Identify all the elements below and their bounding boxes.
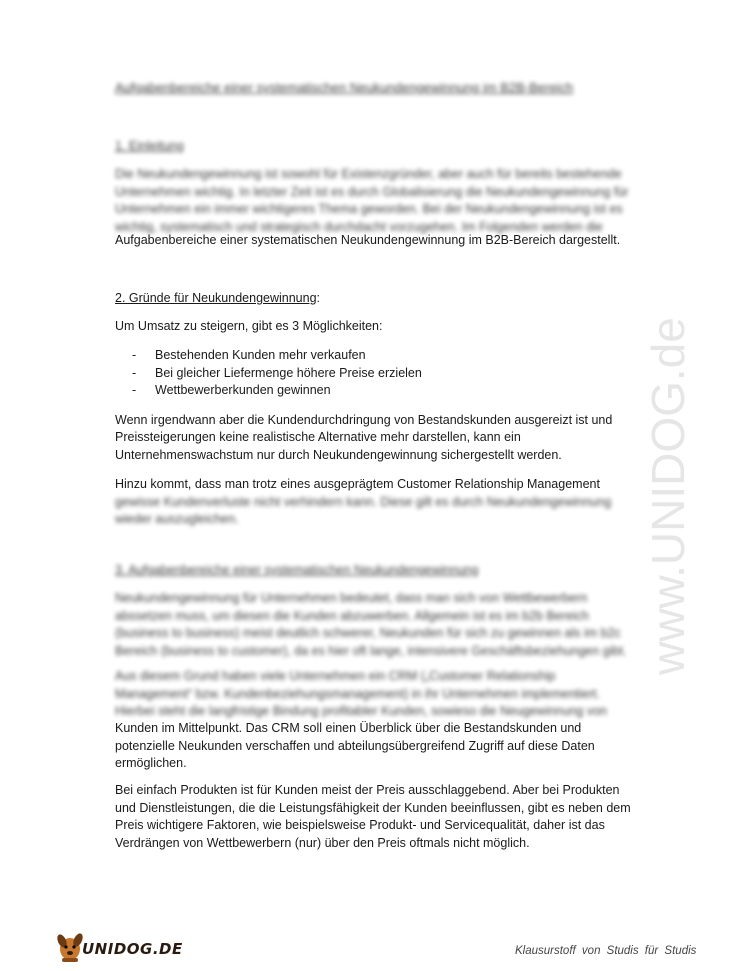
bullet-text: Bei gleicher Liefermenge höhere Preise erzielen xyxy=(155,365,422,380)
section2-intro: Um Umsatz zu steigern, gibt es 3 Möglichkeiten: xyxy=(115,318,383,333)
section3-paragraph-1-container xyxy=(115,590,635,660)
section3-paragraph-3-container xyxy=(115,782,635,852)
section1-body-clear: Aufgabenbereiche einer systematischen Neukundengewinnung im B2B-Bereich dargestellt. xyxy=(115,233,621,247)
section2-bullet-list xyxy=(115,347,635,400)
section3-paragraph-2-blurred-container xyxy=(115,668,635,721)
section1-container xyxy=(115,138,635,164)
section1-body-blurred: Die Neukundengewinnung ist sowohl für Existenzgründer, aber auch für bereits bestehende Unternehmen wichtig. In letzter Zeit ist es durch Globalisierung die Neukundengewinnung für Unternehmen ein immer wichtigeres Thema geworden. Bei der Neukundengewinnung ist es wichtig, systematisch und strategisch durchdacht vorzugehen. Im Folgenden werden die xyxy=(115,167,629,234)
bullet-text: Wettbewerberkunden gewinnen xyxy=(155,383,331,397)
section3-paragraph-2-clear: Kunden im Mittelpunkt. Das CRM soll einen Überblick über die Bestandskunden und potenzielle Neukunden verschaffen und abteilungsübergreifend Zugriff auf diese Daten ermöglichen. xyxy=(115,721,595,770)
footer-tagline: Klausurstoff von Studis für Studis xyxy=(515,945,697,957)
section1-heading: 1. Einleitung xyxy=(115,139,184,153)
bullet-text: Bestehenden Kunden mehr verkaufen xyxy=(155,348,366,362)
document-title: Aufgabenbereiche einer systematischen Neukundengewinnung im B2B-Bereich xyxy=(115,80,574,95)
section3-paragraph-3: Bei einfach Produkten ist für Kunden meist der Preis ausschlaggebend. Aber bei Produkten und Dienstleistungen, die die Leistungsfähigkeit der Kunden beeinflussen, gibt es neben dem Preis wichtigere Faktoren, wie beispielsweise Produkt- und Servicequalität, daher ist das Verdrängen von Wettbewerbern (nur) über den Preis oftmals nicht möglich. xyxy=(115,783,631,850)
section2 xyxy=(115,290,635,529)
section3-paragraph-1: Neukundengewinnung für Unternehmen bedeutet, dass man sich von Wettbewerbern abssetzen muss, um diesen die Kunden abzuwerben. Allgemein ist es im b2b Bereich (business to business) meist deutlich schwerer, Neukunden für sich zu gewinnen als im b2c Bereich (business to customer), da es hier oft lange, intensivere Geschäftsbeziehungen gibt. xyxy=(115,591,627,658)
bullet-marker: - xyxy=(132,383,137,397)
section2-heading: 2. Gründe für Neukundengewinnung xyxy=(115,291,317,305)
section2-paragraph-4-blurred: gewisse Kundenverluste nicht verhindern kann. Diese gilt es durch Neukundengewinnung wieder auszugleichen. xyxy=(115,494,612,526)
bullet-marker: - xyxy=(132,365,137,380)
section3-paragraph-2-clear-container xyxy=(115,720,635,773)
footer-logo-text: UNIDOG.DE xyxy=(82,940,183,958)
section3-heading: 3. Aufgabenbereiche einer systematischen Neukundengewinnung xyxy=(115,563,479,577)
list-item xyxy=(115,365,635,383)
section2-heading-suffix: : xyxy=(316,291,321,305)
section2-paragraph-3: Wenn irgendwann aber die Kundendurchdringung von Bestandskunden ausgereizt ist und Preissteigerungen keine realistische Alternative mehr darstellen, kann ein Unternehmenswachstum nur durch Neukundengewinnung sichergestellt werden. xyxy=(115,412,613,462)
section3-heading-container xyxy=(115,562,635,588)
watermark-text: www.UNIDOG.de xyxy=(642,317,694,675)
section2-paragraph-4-clear: Hinzu kommt, dass man trotz eines ausgeprägtem Customer Relationship Management xyxy=(115,477,600,491)
list-item xyxy=(115,347,635,365)
section3-paragraph-2-blurred: Aus diesem Grund haben viele Unternehmen ein CRM („Customer Relationship Management“ bzw. Kundenbeziehungsmanagement) in ihr Unternehmen implementiert. Hierbei steht die langfristige Bindung profitabler Kunden, sowieso die Neugewinnung von xyxy=(115,669,607,718)
list-item xyxy=(115,382,635,400)
section1-body-container xyxy=(115,166,635,236)
watermark xyxy=(640,250,700,680)
section2-heading-wrap xyxy=(115,290,635,308)
bullet-marker: - xyxy=(132,348,137,362)
